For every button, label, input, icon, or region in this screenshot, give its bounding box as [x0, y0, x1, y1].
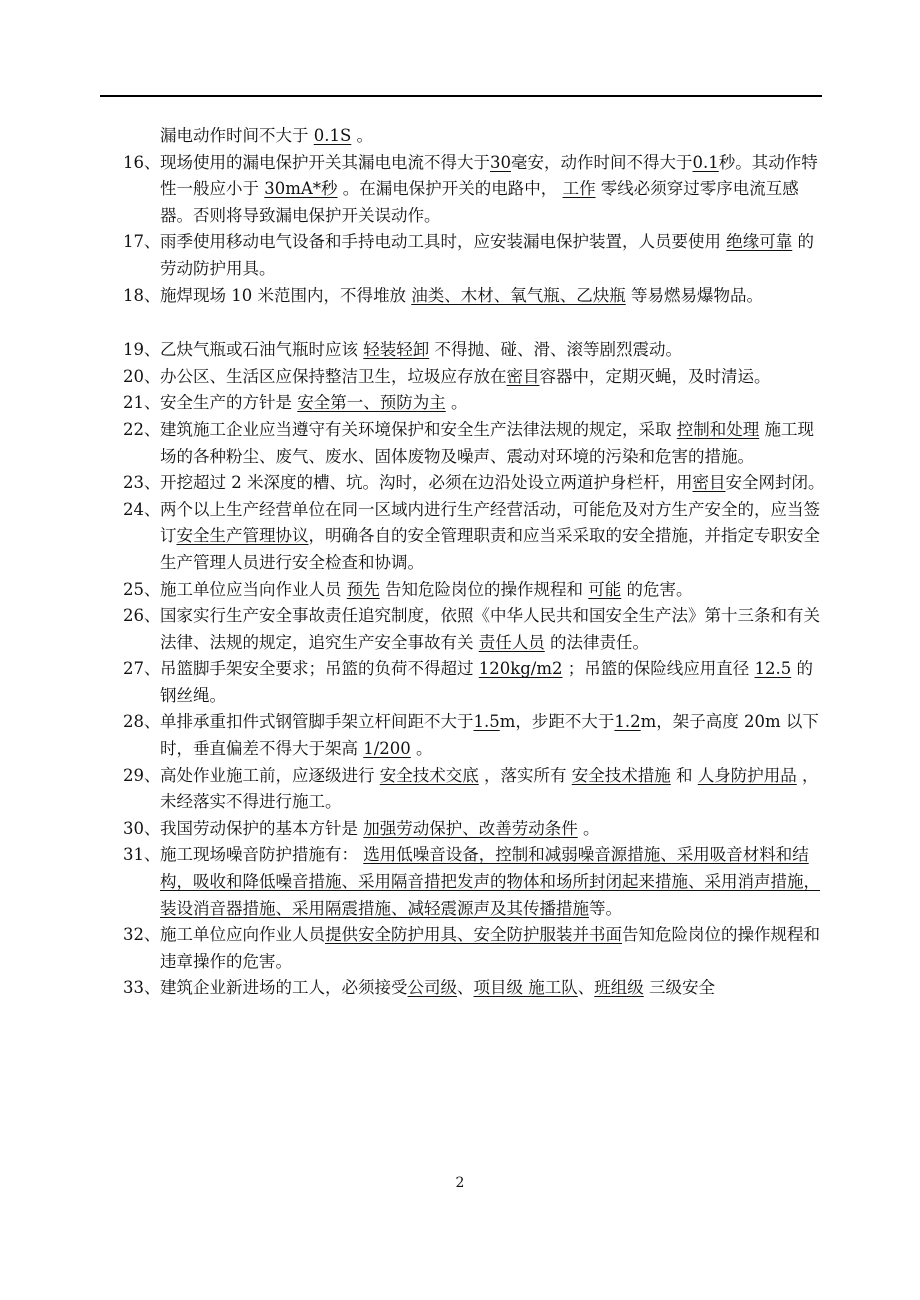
- question-text: 办公区、生活区应保持整洁卫生，垃圾应存放在: [160, 366, 507, 386]
- page-number: 2: [455, 1175, 465, 1191]
- question-text: 零线必须穿过零序电流互感器。否则将导致漏电保护开关误动作。: [160, 179, 799, 225]
- question-text: 和: [670, 765, 698, 785]
- question-text: 施工现场噪音防护措施有：: [160, 845, 364, 865]
- answer-text: 120kg/m2: [478, 659, 563, 679]
- question-item: [123, 470, 828, 497]
- answer-text: 工作: [562, 179, 596, 199]
- answer-text: 1.2: [614, 712, 641, 732]
- answer-text: 人身防护用品: [697, 765, 797, 785]
- question-number: 16、: [123, 152, 161, 172]
- answer-text: 1/200: [363, 739, 411, 759]
- question-text: m，架子高度 20m 以下时，垂直偏差不得大于架高: [160, 712, 819, 759]
- question-item: [123, 842, 828, 922]
- question-item: [123, 975, 828, 1002]
- question-number: 27、: [123, 659, 161, 679]
- answer-text: 公司级: [407, 978, 457, 998]
- question-item: [123, 417, 828, 470]
- question-text: 建筑施工企业应当遵守有关环境保护和安全生产法律法规的规定，采取: [160, 419, 677, 439]
- question-text: 单排承重扣件式钢管脚手架立杆间距不大于: [160, 712, 474, 732]
- answer-text: 提供安全防护用具、安全防护服装并书面: [325, 925, 622, 945]
- question-text: 、: [577, 978, 595, 998]
- question-number: 20、: [123, 366, 161, 386]
- question-text: 现场使用的漏电保护开关其漏电电流不得大于: [160, 152, 490, 172]
- question-number: 33、: [123, 978, 161, 998]
- answer-text: 控制和处理: [676, 419, 760, 439]
- question-text: 不得抛、碰、滑、滚等剧烈震动。: [429, 340, 682, 360]
- question-text: 。: [410, 739, 433, 759]
- question-text: 、: [457, 978, 474, 998]
- question-text: 施工现场的各种粉尘、废气、废水、固体废物及噪声、震动对环境的污染和危害的措施。: [160, 419, 814, 466]
- question-text: m，步距不大于: [499, 712, 615, 732]
- document-body: [123, 123, 828, 1002]
- question-item: [123, 123, 828, 150]
- answer-text: 加强劳动保护、改善劳动条件: [363, 818, 578, 838]
- question-text: 乙炔气瓶或石油气瓶时应该: [160, 340, 364, 360]
- question-item: [123, 283, 828, 310]
- answer-text: 安全技术交底: [379, 765, 479, 785]
- question-item: [123, 922, 828, 975]
- question-text: 两个以上生产经营单位在同一区域内进行生产经营活动，可能危及对方生产安全的，应当签订: [160, 499, 820, 546]
- question-text: 高处作业施工前，应逐级进行: [160, 765, 380, 785]
- question-text: 三级安全: [643, 978, 715, 998]
- answer-text: 0.1S: [313, 126, 352, 145]
- answer-text: 密目: [506, 366, 540, 386]
- question-item: [123, 229, 828, 282]
- question-number: 19、: [123, 340, 161, 360]
- question-number: 28、: [123, 712, 161, 732]
- question-item: [123, 497, 828, 577]
- question-text: 等易燃易爆物品。: [625, 285, 763, 305]
- question-number: 29、: [123, 765, 161, 785]
- question-text: 我国劳动保护的基本方针是: [160, 818, 364, 838]
- answer-text: 班组级: [594, 978, 644, 998]
- question-text: 。: [351, 126, 374, 145]
- question-text: 施工单位应向作业人员: [160, 925, 325, 945]
- question-text: 。在漏电保护开关的电路中，: [337, 179, 563, 199]
- question-item: [123, 390, 828, 417]
- question-number: 17、: [123, 232, 161, 252]
- answer-text: 选用低噪音设备，控制和减弱噪音源措施、采用吸音材料和结构，吸收和降低噪音措施、采用隔音措把发声的物体和场所封闭起来措施、采用消声措施，装设消音器措施、采用隔震措施、减轻震源声及其传播措施: [160, 845, 820, 918]
- answer-text: 预先: [346, 579, 380, 599]
- answer-text: 安全第一、预防为主: [297, 393, 446, 413]
- question-text: 等。: [589, 898, 622, 918]
- answer-text: 30: [490, 152, 511, 172]
- question-number: 31、: [123, 845, 161, 865]
- question-text: 毫安，动作时间不得大于: [511, 152, 693, 172]
- question-text: 建筑企业新进场的工人，必须接受: [160, 978, 408, 998]
- question-text: 吊篮脚手架安全要求；吊篮的负荷不得超过: [160, 659, 479, 679]
- answer-text: 绝缘可靠: [726, 232, 793, 252]
- question-text: ，明确各自的安全管理职责和应当采采取的安全措施，并指定专职安全生产管理人员进行安全检查和协调。: [160, 526, 820, 572]
- question-number: 30、: [123, 818, 161, 838]
- answer-text: 12.5: [754, 659, 792, 679]
- question-text: 告知危险岗位的操作规程和违章操作的危害。: [160, 925, 820, 971]
- question-text: 的危害。: [621, 579, 693, 599]
- question-number: 25、: [123, 579, 161, 599]
- answer-text: 安全技术措施: [571, 765, 671, 785]
- question-text: 。: [577, 818, 600, 838]
- question-item: [123, 603, 828, 656]
- question-text: 的钢丝绳。: [160, 659, 814, 705]
- header-rule: [100, 95, 822, 97]
- question-number: 18、: [123, 285, 161, 305]
- paragraph-gap: [123, 309, 828, 337]
- question-item: [123, 337, 828, 364]
- answer-text: 可能: [588, 579, 622, 599]
- question-item: [123, 150, 828, 230]
- question-text: 施工单位应当向作业人员: [160, 579, 347, 599]
- answer-text: 责任人员: [478, 632, 545, 652]
- question-item: [123, 577, 828, 604]
- answer-text: 项目级 施工队: [473, 978, 578, 998]
- question-text: 的劳动防护用具。: [160, 232, 814, 278]
- answer-text: 轻装轻卸: [363, 340, 430, 360]
- question-number: 26、: [123, 606, 161, 626]
- question-text: 开挖超过 2 米深度的槽、坑。沟时，必须在边沿处设立两道护身栏杆，用: [160, 473, 693, 493]
- question-number: 22、: [123, 419, 161, 439]
- answer-text: 密目: [692, 473, 726, 493]
- answer-text: 0.1: [692, 152, 719, 172]
- answer-text: 安全生产管理协议: [176, 526, 309, 546]
- question-text: 漏电动作时间不大于: [160, 126, 314, 145]
- question-item: [123, 816, 828, 843]
- question-text: 容器中，定期灭蝇，及时清运。: [539, 366, 771, 386]
- question-number: 21、: [123, 393, 161, 413]
- question-text: 雨季使用移动电气设备和手持电动工具时，应安装漏电保护装置，人员要使用: [160, 232, 727, 252]
- question-number: 24、: [123, 499, 161, 519]
- question-item: [123, 709, 828, 762]
- question-number: 32、: [123, 925, 161, 945]
- answer-text: 1.5: [473, 712, 500, 732]
- question-number: 23、: [123, 473, 161, 493]
- question-text: 秒。其动作特性一般应小于: [160, 152, 818, 199]
- question-text: 的法律责任。: [544, 632, 649, 652]
- question-text: ，未经落实不得进行施工。: [160, 765, 819, 812]
- question-text: ；吊篮的保险线应用直径: [562, 659, 755, 679]
- question-item: [123, 656, 828, 709]
- question-text: 。: [445, 393, 468, 413]
- question-text: 告知危险岗位的操作规程和: [379, 579, 589, 599]
- question-text: 安全生产的方针是: [160, 393, 298, 413]
- question-text: 施焊现场 10 米范围内，不得堆放: [160, 285, 412, 305]
- question-item: [123, 763, 828, 816]
- answer-text: 油类、木材、氧气瓶、乙炔瓶: [411, 285, 626, 305]
- question-item: [123, 364, 828, 391]
- question-text: ，落实所有: [478, 765, 572, 785]
- question-text: 安全网封闭。: [725, 473, 825, 493]
- answer-text: 30mA*秒: [264, 179, 338, 199]
- question-text: 国家实行生产安全事故责任追究制度，依照《中华人民共和国安全生产法》第十三条和有关法律、法规的规定，追究生产安全事故有关: [160, 606, 820, 652]
